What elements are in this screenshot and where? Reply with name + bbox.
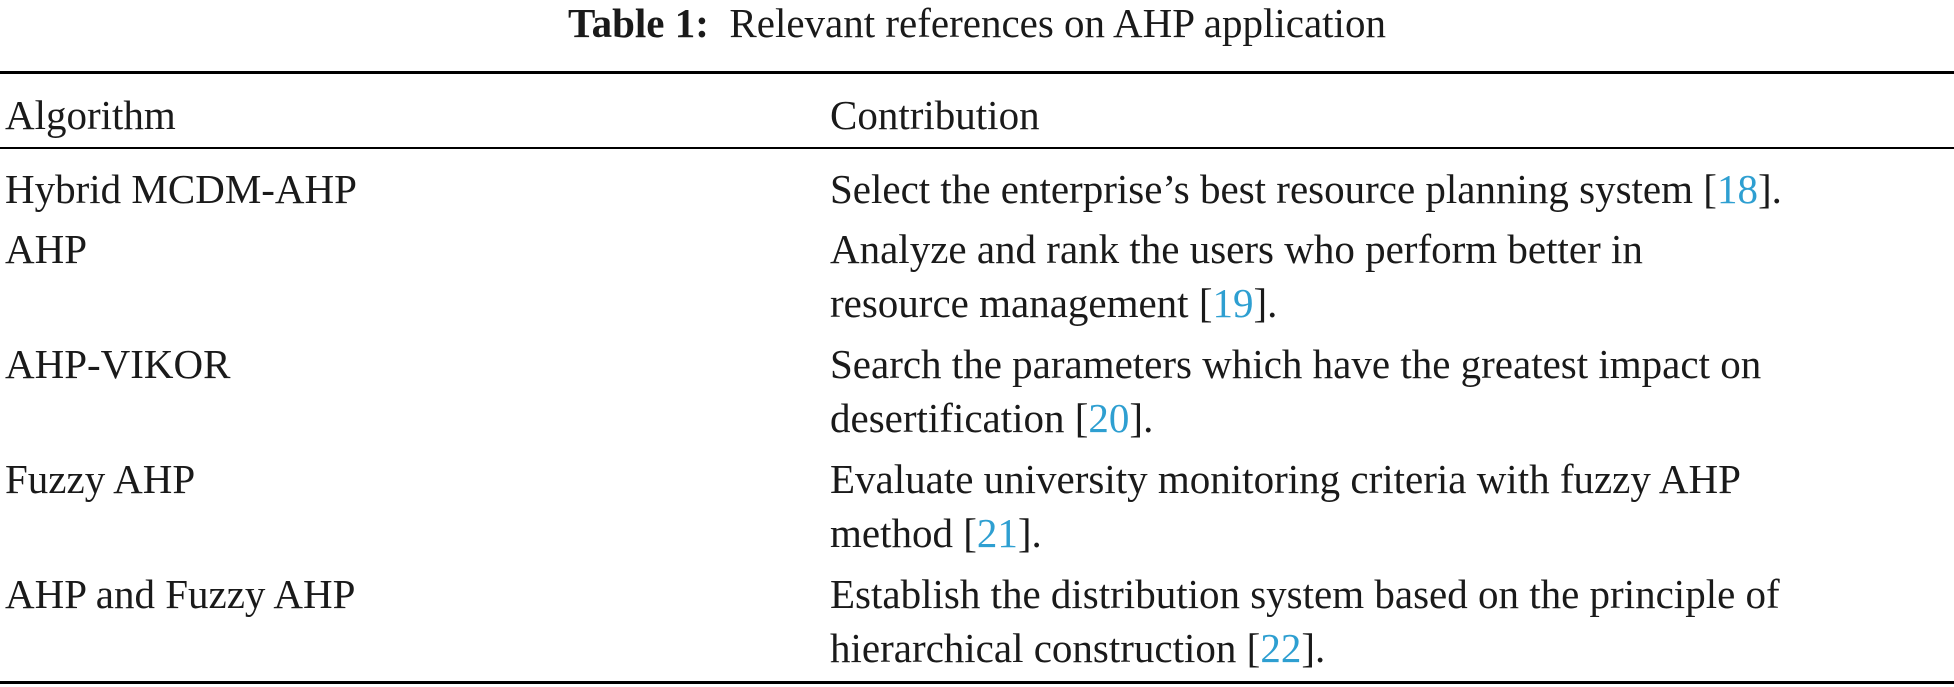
- row-2-contribution-line-2: [830, 276, 1277, 330]
- table-caption: [0, 0, 1954, 46]
- row-5-contribution-line-1: Establish the distribution system based on the principle of: [830, 571, 1780, 617]
- row-4-contribution-line-1: Evaluate university monitoring criteria with fuzzy AHP: [830, 456, 1741, 502]
- table-caption-title: Relevant references on AHP application: [729, 0, 1386, 46]
- row-1-contribution-text: Select the enterprise’s best resource planning system [: [830, 166, 1717, 212]
- row-1-algorithm: Hybrid MCDM-AHP: [5, 166, 357, 212]
- row-2-algorithm: AHP: [5, 226, 88, 272]
- row-3-algorithm: AHP-VIKOR: [5, 341, 231, 387]
- row-3-contribution-tail: ].: [1129, 395, 1154, 441]
- table-header-rule: [0, 147, 1954, 149]
- row-5-algorithm: AHP and Fuzzy AHP: [5, 571, 356, 617]
- row-5-contribution-tail: ].: [1301, 625, 1326, 671]
- row-4-contribution-tail: ].: [1017, 510, 1042, 556]
- row-4-contribution-text: method [: [830, 510, 977, 556]
- row-5-contribution-line-2: [830, 621, 1325, 675]
- header-algorithm: Algorithm: [5, 92, 176, 138]
- reference-link-18[interactable]: 18: [1716, 166, 1758, 212]
- row-2-contribution-line-1: Analyze and rank the users who perform better in: [830, 226, 1643, 272]
- row-1-contribution: [830, 162, 1782, 216]
- header-contribution: Contribution: [830, 92, 1040, 138]
- row-4-contribution-line-2: [830, 506, 1042, 560]
- table-top-rule: [0, 71, 1954, 74]
- table-caption-label: Table 1:: [568, 0, 709, 46]
- row-2-contribution-tail: ].: [1253, 280, 1278, 326]
- row-4-algorithm: Fuzzy AHP: [5, 456, 196, 502]
- reference-link-20[interactable]: 20: [1088, 395, 1130, 441]
- reference-link-22[interactable]: 22: [1260, 625, 1302, 671]
- row-3-contribution-line-1: Search the parameters which have the greatest impact on: [830, 341, 1762, 387]
- row-1-contribution-tail: ].: [1757, 166, 1782, 212]
- row-3-contribution-line-2: [830, 391, 1153, 445]
- row-3-contribution-text: desertification [: [830, 395, 1089, 441]
- table-bottom-rule: [0, 681, 1954, 684]
- reference-link-21[interactable]: 21: [976, 510, 1018, 556]
- reference-link-19[interactable]: 19: [1212, 280, 1254, 326]
- row-5-contribution-text: hierarchical construction [: [830, 625, 1261, 671]
- row-2-contribution-text: resource management [: [830, 280, 1213, 326]
